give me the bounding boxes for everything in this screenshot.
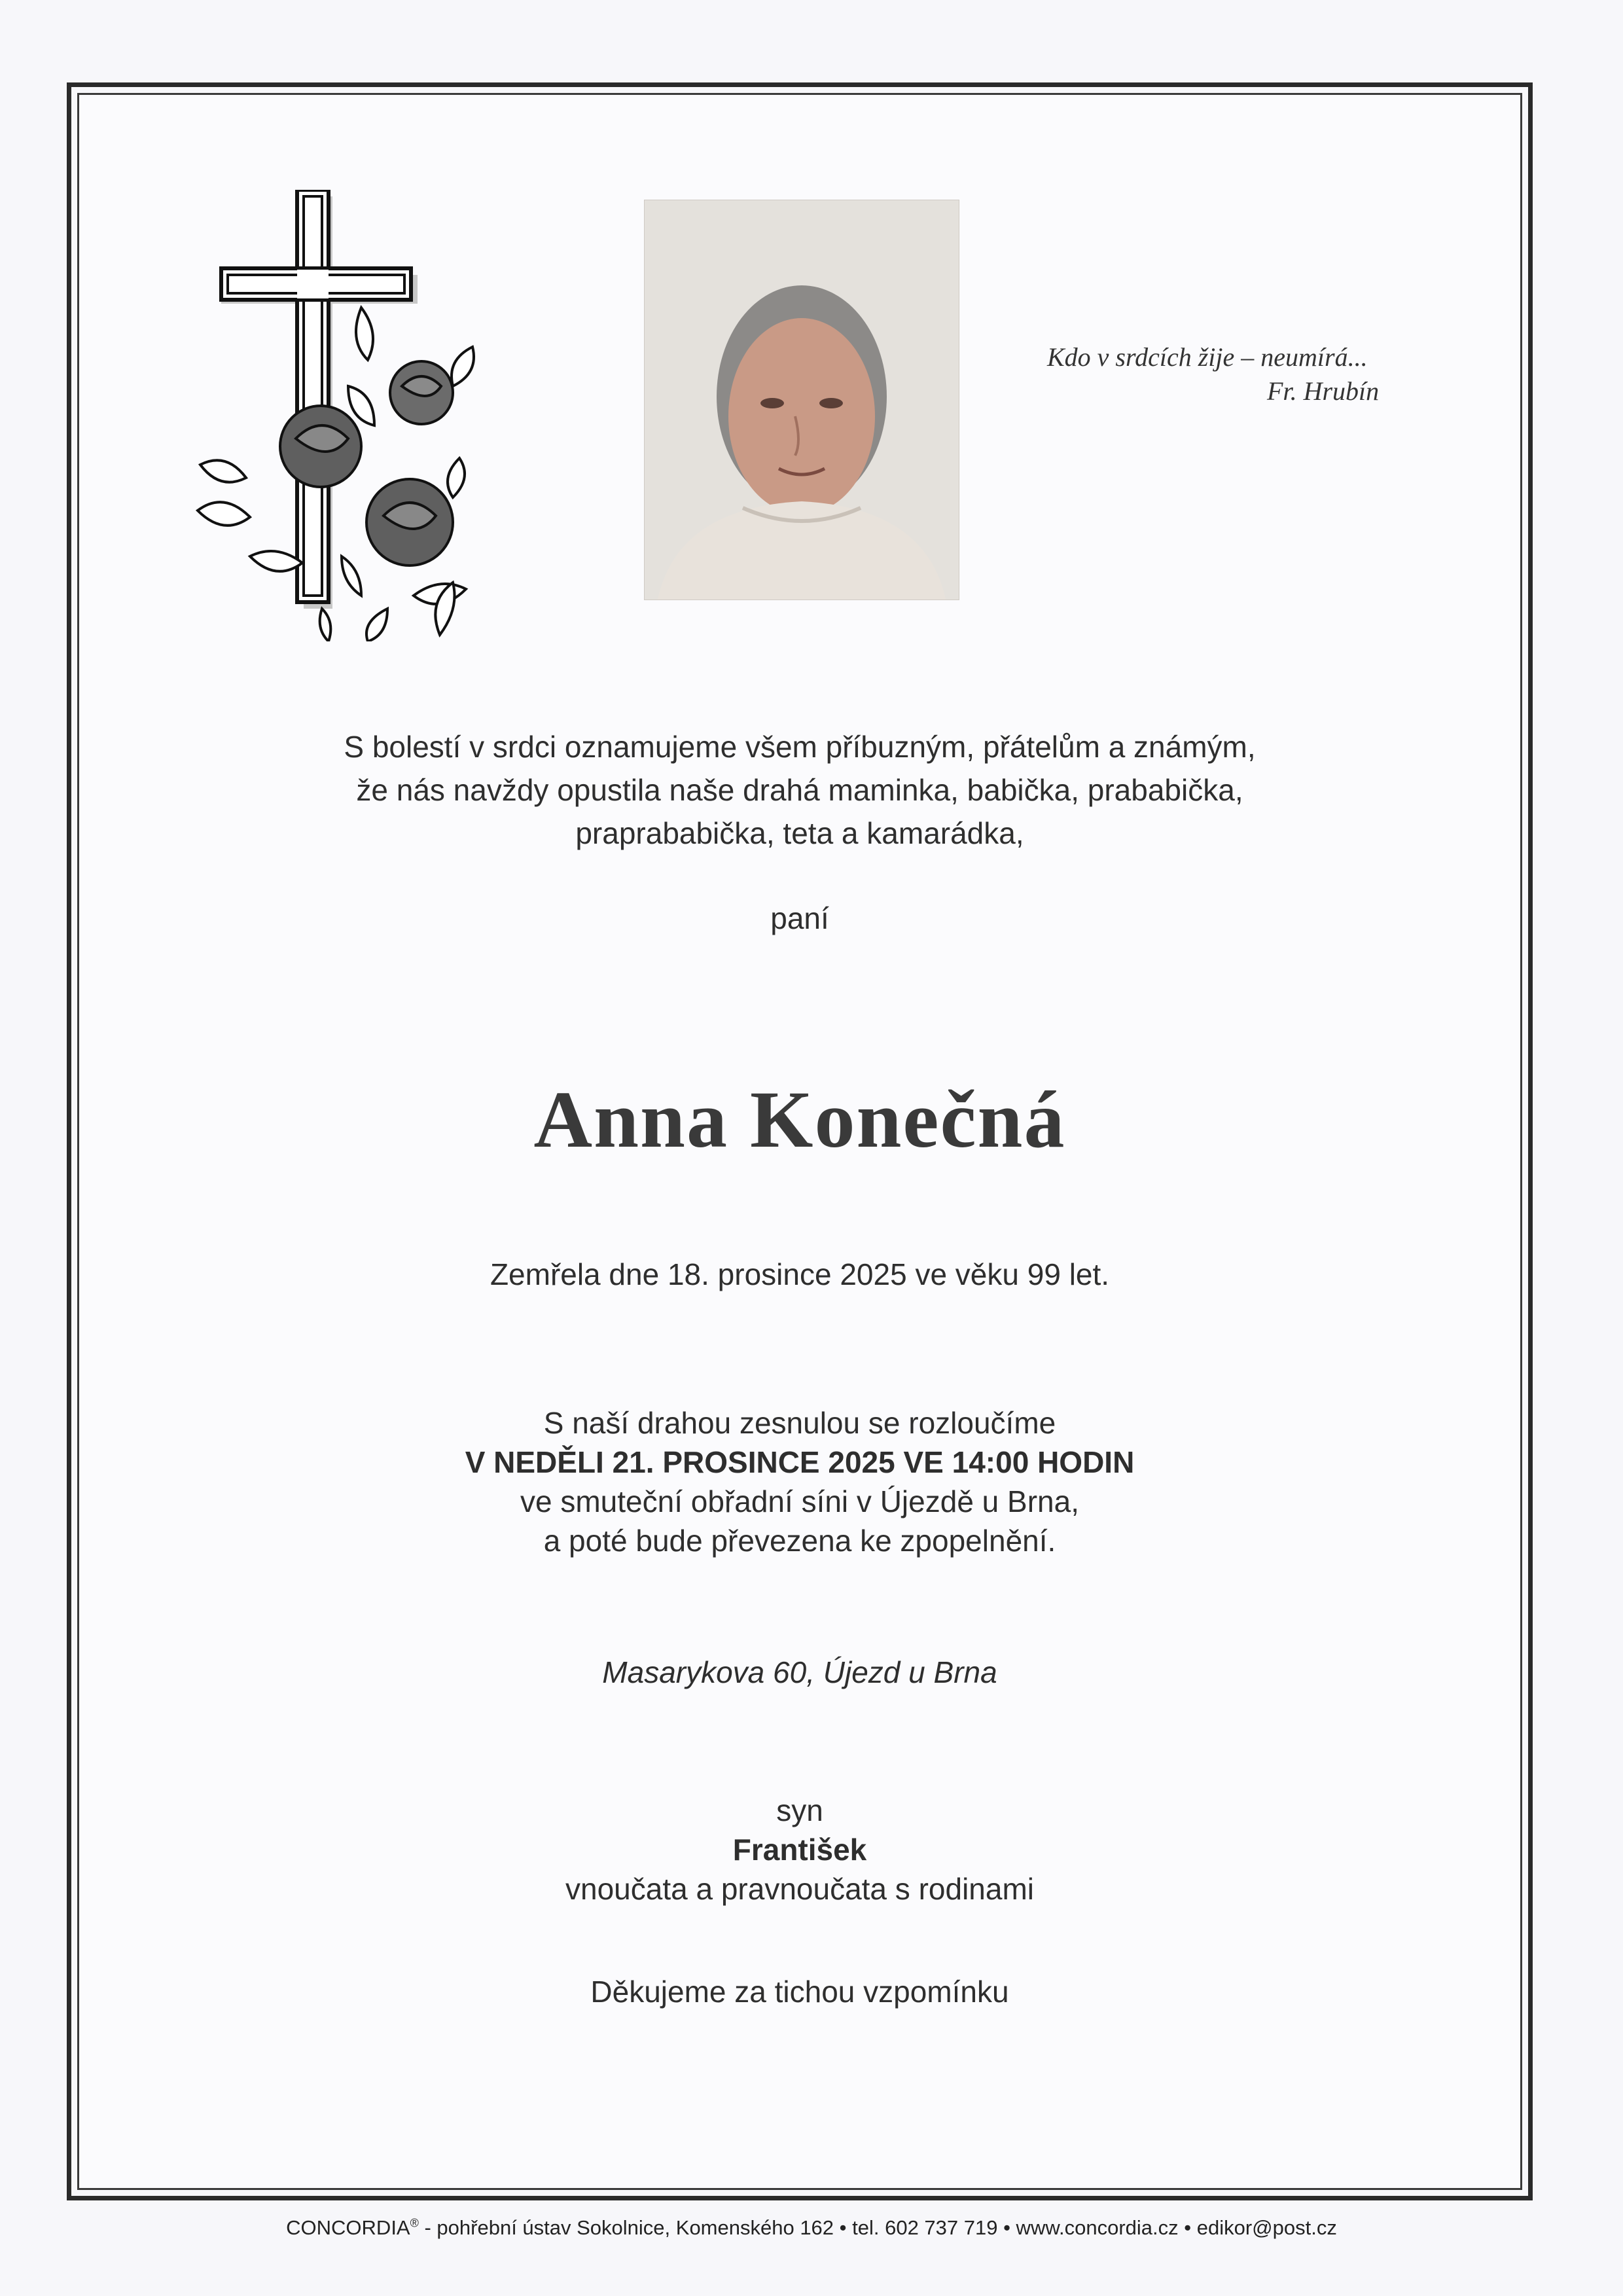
quote [1047, 340, 1466, 408]
quote-author: Fr. Hrubín [1267, 376, 1380, 406]
son-name: František [732, 1833, 867, 1867]
thanks-line: Děkujeme za tichou vzpomínku [590, 1975, 1009, 2009]
farewell-line: ve smuteční obřadní síni v Újezdě u Brna, [520, 1484, 1079, 1518]
family-son-line [77, 1791, 1522, 1869]
intro-line: že nás navždy opustila naše drahá maminka, babička, prababička, [356, 773, 1243, 807]
honorific: paní [770, 901, 829, 935]
footer [0, 2216, 1623, 2240]
cross-with-roses-icon [191, 190, 505, 641]
registered-mark: ® [410, 2216, 419, 2230]
quote-text: Kdo v srdcích žije – neumírá... [1047, 342, 1368, 372]
farewell-date: V NEDĚLI 21. PROSINCE 2025 VE 14:00 HODIN [465, 1445, 1135, 1479]
death-date-line: Zemřela dne 18. prosince 2025 ve věku 99 let. [490, 1257, 1110, 1291]
son-prefix: syn [776, 1793, 823, 1827]
portrait-photo [644, 200, 959, 600]
farewell-line: a poté bude převezena ke zpopelnění. [543, 1524, 1056, 1558]
address: Masarykova 60, Újezd u Brna [602, 1655, 997, 1689]
family-block [77, 1791, 1522, 1909]
intro-text [77, 725, 1522, 855]
deceased-name: Anna Konečná [533, 1075, 1066, 1164]
intro-line: S bolestí v srdci oznamujeme všem příbuzným, přátelům a známým, [344, 730, 1256, 764]
footer-brand: CONCORDIA [286, 2216, 410, 2239]
intro-line: praprababička, teta a kamarádka, [575, 816, 1024, 850]
farewell-block [77, 1403, 1522, 1560]
footer-text: - pohřební ústav Sokolnice, Komenského 162 • tel. 602 737 719 • www.concordia.cz • edikor@post.cz [418, 2216, 1337, 2239]
family-line: vnoučata a pravnoučata s rodinami [565, 1872, 1034, 1906]
farewell-line: S naší drahou zesnulou se rozloučíme [543, 1406, 1056, 1440]
